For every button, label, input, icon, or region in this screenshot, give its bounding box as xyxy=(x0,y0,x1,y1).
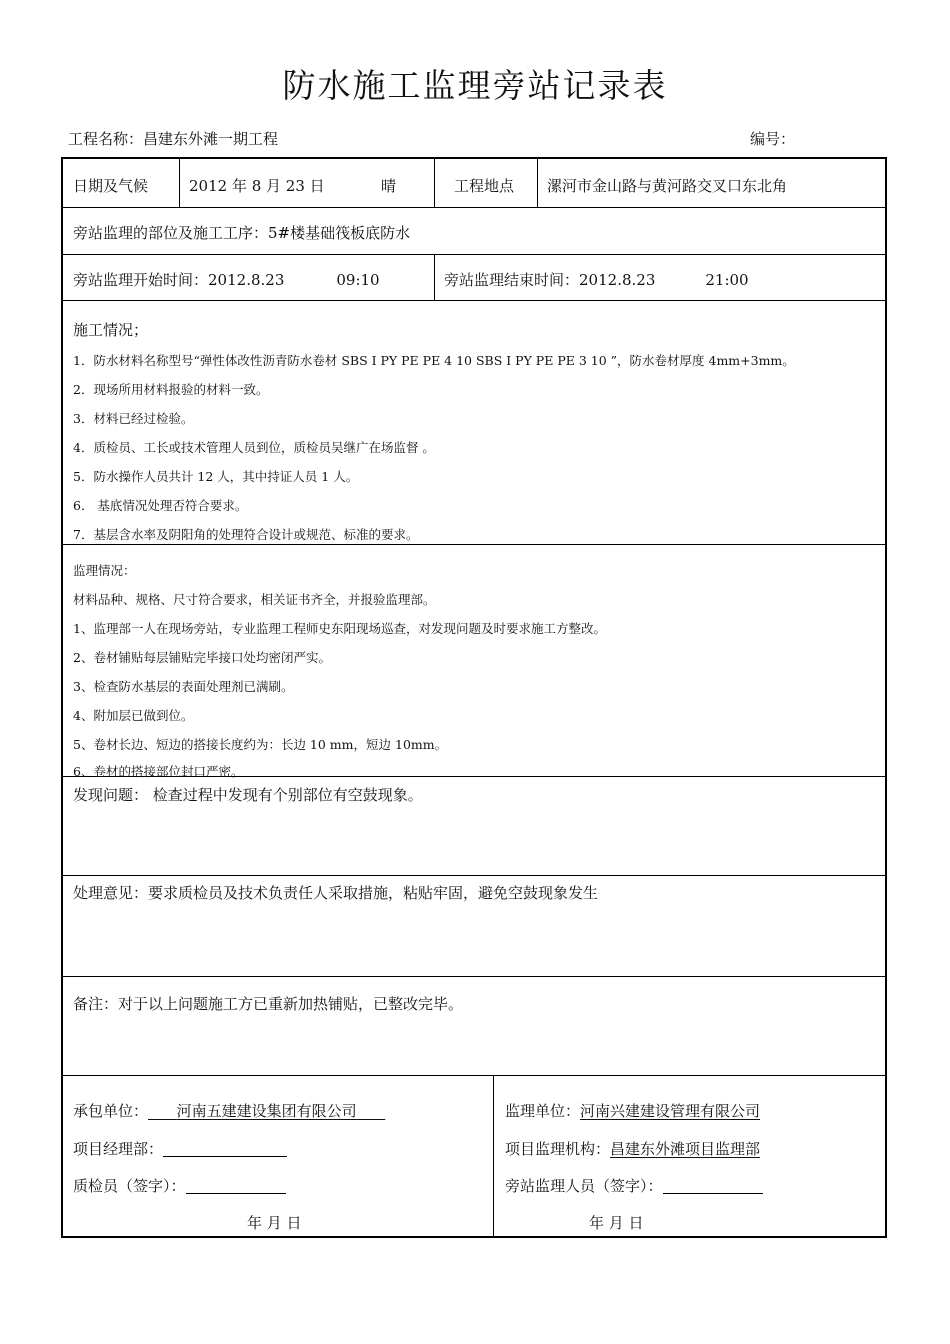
row-divider xyxy=(63,300,885,301)
supervised-part-label: 旁站监理的部位及施工工序： xyxy=(73,224,269,242)
handling-opinion: 处理意见：要求质检员及技术负责任人采取措施，粘贴牢固，避免空鼓现象发生 xyxy=(73,884,599,902)
supervision-item: 6、卷材的搭接部位封口严密。 xyxy=(73,764,244,779)
construction-item: 7．基层含水率及阴阳角的处理符合设计或规范、标准的要求。 xyxy=(73,527,419,542)
contractor-line xyxy=(73,1100,385,1121)
col-divider xyxy=(434,159,435,207)
supervisor-name: 河南兴建建设管理有限公司 xyxy=(580,1102,761,1120)
project-manager-label: 项目经理部： xyxy=(73,1140,164,1158)
end-time-value: 21:00 xyxy=(705,271,749,289)
supervision-item: 4、附加层已做到位。 xyxy=(73,708,194,723)
contractor-sign-date: 年 月 日 xyxy=(247,1214,302,1232)
construction-item: 6． 基底情况处理否符合要求。 xyxy=(73,498,248,513)
supervision-heading: 监理情况： xyxy=(73,563,136,578)
start-time-value: 09:10 xyxy=(336,271,380,289)
row-divider xyxy=(63,254,885,255)
remark: 备注：对于以上问题施工方已重新加热铺贴，已整改完毕。 xyxy=(73,995,464,1013)
end-time-label: 旁站监理结束时间： xyxy=(444,271,580,289)
supervisor-label: 监理单位： xyxy=(505,1102,581,1120)
qc-signature-blank xyxy=(186,1178,286,1194)
weather-value: 晴 xyxy=(381,177,397,195)
supervision-item: 5、卷材长边、短边的搭接长度约为：长边 10 mm，短边 10mm。 xyxy=(73,737,448,752)
project-name-value: 昌建东外滩一期工程 xyxy=(143,130,279,148)
location-label: 工程地点 xyxy=(454,177,515,195)
project-name-line xyxy=(68,128,278,149)
col-divider xyxy=(537,159,538,207)
qc-signature-line xyxy=(73,1175,286,1196)
project-manager-line xyxy=(73,1138,287,1159)
construction-item: 5．防水操作人员共计 12 人，其中持证人员 1 人。 xyxy=(73,469,359,484)
construction-item: 4．质检员、工长或技术管理人员到位，质检员吴继广在场监督 。 xyxy=(73,440,435,455)
qc-signature-label: 质检员（签字）： xyxy=(73,1177,186,1195)
end-date-value: 2012.8.23 xyxy=(579,271,656,289)
row-divider xyxy=(63,875,885,876)
supervision-item: 2、卷材铺贴每层铺贴完毕接口处均密闭严实。 xyxy=(73,650,331,665)
supervised-part xyxy=(73,222,410,243)
contractor-name: 河南五建建设集团有限公司 xyxy=(176,1102,357,1120)
supervisor-sign-date: 年 月 日 xyxy=(589,1214,644,1232)
col-divider xyxy=(179,159,180,207)
record-form xyxy=(61,157,887,1238)
construction-item: 1．防水材料名称型号“弹性体改性沥青防水卷材 SBS I PY PE PE 4 10 SBS I PY PE PE 3 10 ”，防水卷材厚度 4mm+3mm。 xyxy=(73,353,795,368)
contractor-label: 承包单位： xyxy=(73,1102,149,1120)
row-divider xyxy=(63,1075,885,1076)
start-time-label: 旁站监理开始时间： xyxy=(73,271,209,289)
supervision-item: 1、监理部一人在现场旁站，专业监理工程师史东阳现场巡查，对发现问题及时要求施工方整改。 xyxy=(73,621,606,636)
onsite-supervisor-label: 旁站监理人员（签字）： xyxy=(505,1177,663,1195)
construction-heading: 施工情况； xyxy=(73,321,149,339)
col-divider xyxy=(434,254,435,300)
construction-item: 3．材料已经过检验。 xyxy=(73,411,194,426)
supervisor-line xyxy=(505,1100,760,1121)
construction-item: 2．现场所用材料报验的材料一致。 xyxy=(73,382,269,397)
start-date-value: 2012.8.23 xyxy=(208,271,285,289)
supervision-agency-name: 昌建东外滩项目监理部 xyxy=(610,1140,761,1158)
date-value: 2012 年 8 月 23 日 xyxy=(189,177,325,195)
problem-found: 发现问题： 检查过程中发现有个别部位有空鼓现象。 xyxy=(73,786,423,804)
end-time xyxy=(444,269,749,290)
location-value: 漯河市金山路与黄河路交叉口东北角 xyxy=(547,177,788,195)
supervision-item: 3、检查防水基层的表面处理剂已满刷。 xyxy=(73,679,294,694)
onsite-supervisor-line xyxy=(505,1175,763,1196)
record-number-label: 编号： xyxy=(750,130,796,148)
date-weather-label: 日期及气候 xyxy=(73,177,149,195)
onsite-supervisor-blank xyxy=(663,1178,763,1194)
supervision-agency-label: 项目监理机构： xyxy=(505,1140,611,1158)
start-time xyxy=(73,269,380,290)
project-manager-blank xyxy=(163,1141,287,1157)
row-divider xyxy=(63,544,885,545)
supervised-part-value: 5#楼基础筏板底防水 xyxy=(268,224,411,242)
row-divider xyxy=(63,207,885,208)
supervision-item: 材料品种、规格、尺寸符合要求，相关证书齐全，并报验监理部。 xyxy=(73,592,436,607)
page-title: 防水施工监理旁站记录表 xyxy=(282,66,668,105)
supervision-agency-line xyxy=(505,1138,760,1159)
col-divider xyxy=(493,1075,494,1238)
project-name-label: 工程名称： xyxy=(68,130,144,148)
row-divider xyxy=(63,976,885,977)
